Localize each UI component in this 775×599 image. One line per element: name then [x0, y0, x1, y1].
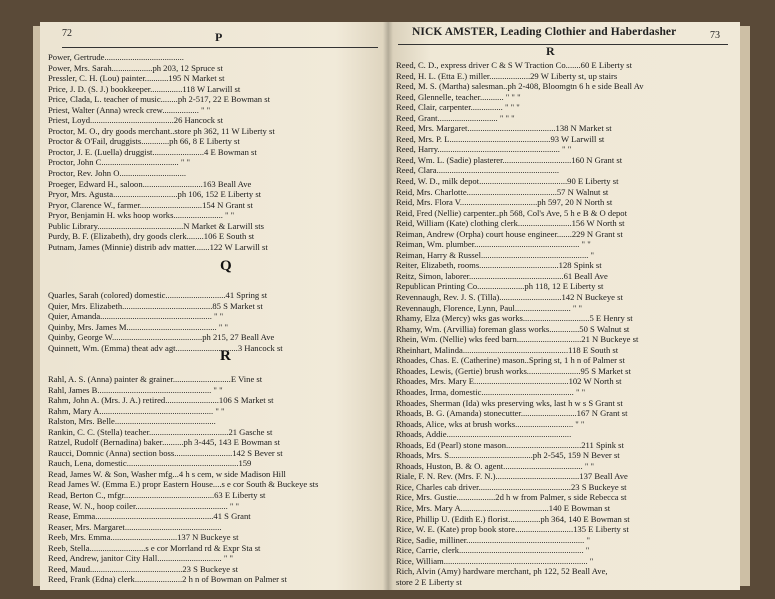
section-heading-q: Q — [220, 258, 232, 274]
directory-entry: Rhoades, Irma, domestic........................................... " " — [396, 386, 586, 397]
directory-entry: Rhoads, Mrs. S.......................................ph 2-545, 159 N Bever st — [396, 450, 620, 461]
directory-entry: Revennaugh, Rev. J. S. (Tilla).............................142 N Buckeye st — [396, 292, 623, 303]
directory-entry: Rice, Carrie, clerk.......................................................... " — [396, 545, 590, 556]
directory-entry: Rice, W. E. (Kate) prop book store...........................135 E Liberty st — [396, 524, 629, 535]
directory-entry: Reed, Frank (Edna) clerk......................2 h n of Bowman on Palmer st — [48, 574, 287, 585]
directory-entry: Quinby, George W..........................................ph 215, 27 Beall Ave — [48, 332, 275, 343]
directory-entry: Proctor, Rev. John O............................... — [48, 168, 187, 179]
directory-entry: Reed, Glennelle, teacher........... " " " — [396, 91, 521, 102]
directory-entry: Reeb, Mrs. Emma...............................137 N Buckeye st — [48, 532, 239, 543]
directory-entry: Reed, Harry......................................................... " " — [396, 144, 572, 155]
directory-entry: Quarles, Sarah (colored) domestic............................41 Spring st — [48, 290, 268, 300]
right-header-rule — [398, 44, 728, 45]
directory-entry: Republican Printing Co......................ph 118, 12 E Liberty st — [396, 281, 604, 292]
right-running-letter: R — [546, 44, 555, 58]
directory-entry: Reed, Andrew, janitor City Hall.............................. " " — [48, 553, 233, 564]
directory-entry: Rhoads, B. G. (Amanda) stonecutter..........................167 N Grant st — [396, 408, 628, 419]
directory-entry: Reitz, Simon, laborer............................................61 Beall Ave — [396, 270, 608, 281]
directory-entry: Reiman, Wm. plumber................................................. " " — [396, 239, 591, 250]
directory-entry: Reed, H. L. (Etta E.) miller...................29 W Liberty st, up stairs — [396, 70, 618, 81]
directory-entry: Rhamy, Wm. (Arvillia) foreman glass works..............50 S Walnut st — [396, 323, 630, 334]
directory-entry: Reed, Mrs. P. L...............................................93 W Larwill st — [396, 133, 605, 144]
directory-entry: Rhoades, Chas. E. (Catherine) mason..Spring st, 1 h n of Palmer st — [396, 355, 625, 366]
directory-entry: Pryor, Clarence W., farmer.............................154 N Grant st — [48, 199, 253, 210]
directory-entry: Read, James W. & Son, Washer mfg...4 h s cem, w side Madison Hill — [48, 468, 286, 479]
directory-entry: Rhein, Wm. (Nellie) wks feed barn..............................21 N Buckeye st — [396, 334, 639, 345]
left-running-letter: P — [215, 30, 223, 44]
left-header-rule — [62, 47, 378, 48]
directory-entry: Reid, Fred (Nellie) carpenter..ph 568, Col's Ave, 5 h e B & O depot — [396, 207, 627, 218]
directory-entry: Quinnett, Wm. (Emma) theat adv agt.............................3 Hancock st — [48, 342, 283, 353]
directory-entry: Rhoades, Mrs. Mary E............................................102 W North st — [396, 376, 622, 387]
directory-entry: Ratzel, Rudolf (Bernadina) baker..........ph 3-445, 143 E Bowman st — [48, 437, 280, 448]
directory-entry: Rice, Mrs. Mary A.........................................140 E Bowman st — [396, 502, 611, 513]
directory-entry: Riale, F. N. Rev. (Mrs. F. N.).......................................137 Beall Ave — [396, 471, 628, 482]
directory-entry: Proctor, J. E. (Luella) druggist........................4 E Bowman st — [48, 146, 257, 157]
directory-entry: Power, Mrs. Sarah...................ph 203, 12 Spruce st — [48, 62, 223, 73]
directory-entry: Reed, Mrs. Margaret.........................................138 N Market st — [396, 123, 612, 134]
right-page — [388, 22, 740, 590]
directory-entry: Rhoads, Ed (Pearl) stone mason...................................211 Spink st — [396, 439, 624, 450]
directory-entry: Proctor & O'Fail, druggists.............ph 66, 8 E Liberty st — [48, 136, 240, 147]
directory-entry: Rice, Phillip U. (Edith E.) florist...............ph 364, 140 E Bowman st — [396, 513, 630, 524]
directory-entry: Priest, Walter (Anna) wreck crew................. " " — [48, 104, 211, 115]
section-p-list — [48, 52, 275, 252]
directory-entry: Proctor, John C.................................... " " — [48, 157, 191, 168]
directory-entry: Rahl, A. S. (Anna) painter & grainer...........................E Vine st — [48, 374, 263, 384]
left-page — [40, 22, 388, 590]
directory-entry: Rice, Sadie, milliner....................................................... " — [396, 534, 590, 545]
section-heading-r: R — [220, 348, 231, 364]
right-page-number: 73 — [710, 30, 720, 41]
left-page-number: 72 — [62, 28, 72, 39]
directory-entry: Rice, Charles cab driver...........................................23 S Buckeye st — [396, 481, 627, 492]
directory-entry: Rease, W. N., hoop coiler........................................... " " — [48, 500, 240, 511]
directory-entry: Read, Berton C., mfgr..........................................63 E Liberty st — [48, 490, 266, 501]
directory-entry: Price, Clada, L. teacher of music........ph 2-517, 22 E Bowman st — [48, 94, 270, 105]
directory-entry: Rich, Alvin (Amy) hardware merchant, ph 122, 52 Beall Ave, — [396, 566, 608, 577]
directory-entry: Revennaugh, Florence, Lynn, Paul.......................... " " — [396, 302, 583, 313]
directory-entry: store 2 E Liberty st — [396, 576, 462, 587]
directory-entry: Ralston, Mrs. Belle............................................... — [48, 416, 216, 427]
directory-entry: Rhamy, Elza (Mercy) wks gas works...............................5 E Henry st — [396, 313, 633, 324]
directory-entry: Rahm, Mary A..................................................... " " — [48, 405, 225, 416]
directory-entry: Reeb, Stella..........................s e cor Morrland rd & Expr Sta st — [48, 542, 261, 553]
directory-entry: Rankin, C. C. (Stella) teacher.....................................21 Gasche st — [48, 426, 273, 437]
directory-entry: Reed, Grant............................ " " " — [396, 112, 515, 123]
directory-entry: Reed, Clara......................................................... — [396, 165, 560, 176]
directory-entry: Rhoades, Sherman (Ida) wks preserving wks, last h w s S Grant st — [396, 397, 623, 408]
right-page-edge — [740, 26, 750, 586]
directory-entry: Quinby, Mrs. James M.......................................... " " — [48, 321, 229, 332]
directory-entry: Read James W. (Emma E.) propr Eastern House....s e cor South & Buckeye sts — [48, 479, 319, 490]
directory-entry: Rhoads, Addie.......................................................... — [396, 429, 572, 440]
directory-entry: Rheinhart, Malinda.................................................118 E South st — [396, 344, 619, 355]
directory-entry: Rice, Mrs. Gustie..................2d h w from Palmer, s side Rebecca st — [396, 492, 627, 503]
directory-entry: Rauch, Lena, domestic....................................................159 — [48, 458, 252, 469]
directory-entry: Pressler, C. H. (Lou) painter...........195 N Market st — [48, 73, 225, 84]
directory-entry: Rease, Emma.......................................................41 S Grant — [48, 511, 251, 522]
directory-entry: Rahl, James B..................................................... " " — [48, 384, 223, 395]
directory-entry: Rhoads, Huston, B. & O. agent..................................... " " — [396, 460, 594, 471]
directory-entry: Putnam, James (Minnie) distrib adv matter.......122 W Larwill st — [48, 241, 268, 252]
directory-entry: Rice, William................................................................... " — [396, 555, 594, 566]
directory-entry: Reed, C. D., express driver C & S W Traction Co.......60 E Liberty st — [396, 60, 632, 70]
directory-entry: Reed, Wm. L. (Sadie) plasterer................................160 N Grant st — [396, 154, 623, 165]
directory-entry: Priest, Loyd.......................................26 Hancock st — [48, 115, 223, 126]
directory-entry: Rhoades, Lewis, (Gertie) brush works.........................95 S Market st — [396, 365, 631, 376]
directory-entry: Quier, Amanda.................................................... " " — [48, 311, 224, 322]
directory-entry: Price, J. D. (S. J.) bookkeeper...............118 W Larwill st — [48, 83, 241, 94]
directory-entry: Reid, William (Kate) clothing clerk.........................156 W North st — [396, 218, 625, 229]
directory-entry: Reid, Mrs. Charlotte..........................................57 N Walnut st — [396, 186, 609, 197]
directory-entry: Reed, M. S. (Martha) salesman..ph 2-408, Bloomgtn 6 h e side Beall Av — [396, 81, 644, 92]
directory-entry: Rahm, John A. (Mrs. J. A.) retired.........................106 S Market st — [48, 395, 274, 406]
directory-entry: Pryor, Mrs. Agusta..............................ph 106, 152 E Liberty st — [48, 189, 262, 200]
page-banner: NICK AMSTER, Leading Clothier and Haberdasher — [412, 26, 677, 38]
directory-entry: Reid, Mrs. Flora V....................................ph 597, 20 N North st — [396, 197, 613, 208]
section-r-list — [48, 374, 318, 585]
directory-entry: Reed, Clair, carpenter............... " " " — [396, 102, 520, 113]
directory-entry: Reiter, Elizabeth, rooms.....................................128 Spink st — [396, 260, 602, 271]
directory-entry: Rhoads, Alice, wks at brush works........................... " " — [396, 418, 585, 429]
directory-entry: Reiman, Harry & Russel.................................................. " — [396, 249, 595, 260]
directory-entry: Reaser, Mrs. Margaret............................................. — [48, 521, 222, 532]
directory-entry: Quier, Mrs. Elizabeth..........................................85 S Market st — [48, 300, 263, 311]
directory-entry: Reed, W. D., milk depot.........................................90 E Liberty st — [396, 176, 619, 187]
directory-entry: Raucci, Domnic (Anna) section boss...........................142 S Bever st — [48, 447, 283, 458]
right-entries-list — [396, 60, 644, 587]
directory-entry: Proctor, M. O., dry goods merchant..store ph 362, 11 W Liberty st — [48, 125, 275, 136]
directory-entry: Proeger, Edward H., saloon............................163 Beall Ave — [48, 178, 252, 189]
directory-entry: Power, Gertrude..................................... — [48, 52, 184, 62]
directory-entry: Pryor, Benjamin H. wks hoop works....................... " " — [48, 210, 235, 221]
directory-entry: Public Library........................................N Market & Larwill sts — [48, 220, 264, 231]
directory-entry: Reed, Maud...........................................23 S Buckeye st — [48, 563, 239, 574]
section-q-list — [48, 290, 283, 353]
directory-entry: Reiman, Andrew (Orpha) court house engineer.......229 N Grant st — [396, 228, 623, 239]
directory-entry: Purdy, B. F. (Elizabeth), dry goods clerk........106 E South st — [48, 231, 255, 242]
book-gutter — [383, 22, 393, 590]
